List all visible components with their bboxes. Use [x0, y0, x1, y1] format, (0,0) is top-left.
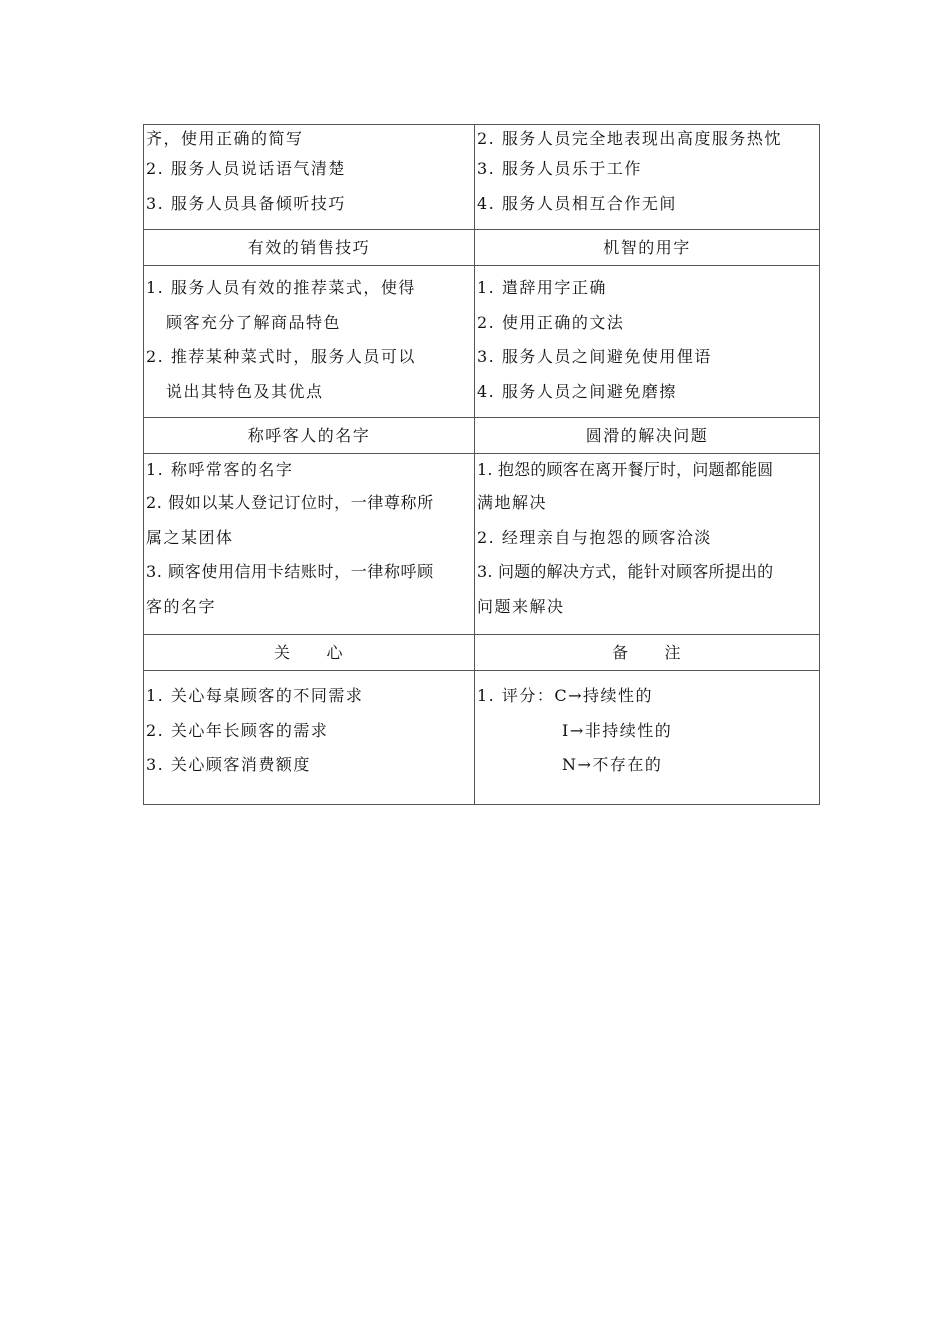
section-3-header-row	[144, 635, 820, 671]
section-2-left-cell	[144, 454, 475, 635]
text-line: 4. 服务人员相互合作无间	[477, 193, 677, 213]
section-0-left-cell	[144, 125, 475, 230]
section-3-content-row	[144, 671, 820, 805]
text-line: 2. 经理亲自与抱怨的顾客洽淡	[477, 527, 712, 547]
text-line: 说出其特色及其优点	[166, 381, 324, 401]
text-line: 3. 顾客使用信用卡结账时，一律称呼顾	[146, 562, 434, 581]
section-header-address-guests: 称呼客人的名字	[144, 418, 475, 454]
text-line: 3. 服务人员乐于工作	[477, 159, 642, 178]
section-1-right-cell	[475, 266, 820, 418]
evaluation-table	[143, 124, 820, 805]
text-line: 顾客充分了解商品特色	[166, 312, 342, 332]
section-header-problem-solving: 圆滑的解决问题	[475, 418, 820, 454]
section-header-sales-skills: 有效的销售技巧	[144, 230, 475, 266]
section-2-right-cell	[475, 454, 820, 635]
section-1-header-row	[144, 230, 820, 266]
section-0-right-cell	[475, 125, 820, 230]
text-line: 2. 使用正确的文法	[477, 312, 625, 332]
text-line: I→非持续性的	[562, 720, 673, 740]
section-2-header-row	[144, 418, 820, 454]
text-line: 2. 服务人员完全地表现出高度服务热忱	[477, 129, 782, 148]
section-2-content-row	[144, 454, 820, 635]
section-3-right-cell	[475, 671, 820, 805]
text-line: 1. 服务人员有效的推荐菜式，使得	[146, 278, 416, 297]
section-1-content-row	[144, 266, 820, 418]
text-line: 3. 服务人员之间避免使用俚语	[477, 347, 712, 366]
text-line: 2. 推荐某种菜式时，服务人员可以	[146, 347, 416, 366]
text-line: 齐，使用正确的简写	[146, 129, 304, 148]
text-line: 1. 抱怨的顾客在离开餐厅时，问题都能圆	[477, 460, 774, 479]
text-line: 4. 服务人员之间避免磨擦	[477, 381, 677, 401]
text-line: 1. 称呼常客的名字	[146, 460, 294, 479]
text-line: 2. 假如以某人登记订位时，一律尊称所	[146, 493, 434, 512]
section-1-left-cell	[144, 266, 475, 418]
text-line: 1. 遣辞用字正确	[477, 278, 607, 297]
section-3-left-cell	[144, 671, 475, 805]
section-header-remarks: 备 注	[475, 635, 820, 671]
text-line: 3. 关心顾客消费额度	[146, 755, 311, 774]
text-line: 3. 问题的解决方式，能针对顾客所提出的	[477, 562, 774, 581]
text-line: N→不存在的	[562, 755, 663, 774]
text-line: 1. 评分：C→持续性的	[477, 686, 654, 705]
text-line: 2. 关心年长顾客的需求	[146, 720, 329, 740]
section-0-content-row	[144, 125, 820, 230]
text-line: 属之某团体	[146, 527, 234, 547]
section-header-wording: 机智的用字	[475, 230, 820, 266]
text-line: 满地解决	[477, 493, 548, 512]
section-header-care: 关 心	[144, 635, 475, 671]
text-line: 2. 服务人员说话语气清楚	[146, 159, 346, 178]
text-line: 客的名字	[146, 596, 217, 616]
text-line: 3. 服务人员具备倾听技巧	[146, 193, 346, 213]
text-line: 1. 关心每桌顾客的不同需求	[146, 686, 364, 705]
text-line: 问题来解决	[477, 596, 565, 616]
